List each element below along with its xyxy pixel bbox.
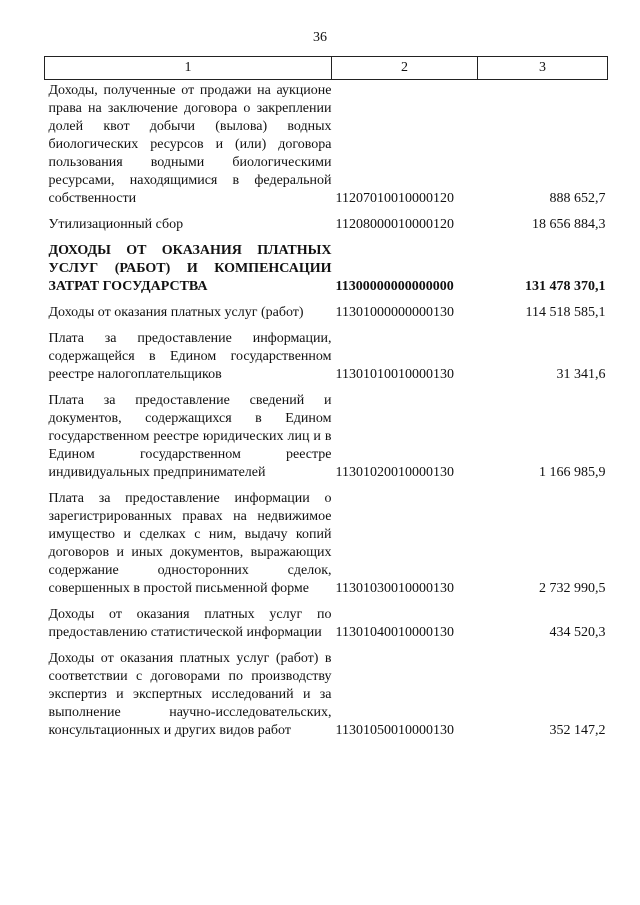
budget-table <box>44 56 608 744</box>
table-row <box>45 326 608 388</box>
row-code: 11301030010000130 <box>335 581 454 596</box>
row-amount: 2 732 990,5 <box>539 581 606 596</box>
row-code: 11208000010000120 <box>335 217 454 232</box>
row-name: Доходы от оказания платных услуг (работ) в соответствии с договорами по производству экспертиз и экспертных исследований и за выполнение научно-исследовательских, консультационных и других видов работ <box>48 651 332 738</box>
table-header-row <box>45 57 608 80</box>
row-amount: 352 147,2 <box>549 723 606 738</box>
row-name: Плата за предоставление информации, содержащейся в Едином государственном реестре налогоплательщиков <box>48 331 332 382</box>
row-amount: 114 518 585,1 <box>525 305 606 320</box>
table-row <box>45 646 608 744</box>
row-name: Доходы от оказания платных услуг (работ) <box>48 305 304 320</box>
row-name: Утилизационный сбор <box>48 217 184 232</box>
row-amount: 18 656 884,3 <box>532 217 606 232</box>
row-name: Доходы, полученные от продажи на аукционе права на заключение договора о закреплении долей квот добычи (вылова) водных биологических ресурсов и (или) договора пользования водными биологическими ресурсами, находящимися в федеральной собственности <box>48 83 332 206</box>
row-name: Доходы от оказания платных услуг по предоставлению статистической информации <box>48 607 332 640</box>
table-row <box>45 388 608 486</box>
row-amount: 131 478 370,1 <box>525 279 606 294</box>
table-row <box>45 300 608 326</box>
row-code: 11207010010000120 <box>335 191 454 206</box>
row-name: Плата за предоставление сведений и документов, содержащихся в Едином государственном реестре юридических лиц и в Едином государственном реестре индивидуальных предпринимателей <box>48 393 332 480</box>
table-body <box>45 80 608 745</box>
row-code: 11301010010000130 <box>335 367 454 382</box>
column-header-2: 2 <box>332 57 478 80</box>
row-code: 11300000000000000 <box>335 279 454 294</box>
row-code: 11301020010000130 <box>335 465 454 480</box>
row-name: Плата за предоставление информации о зарегистрированных правах на недвижимое имущество и сделках с ним, выдачу копий договоров и иных документов, выражающих содержание односторонних сделок, совершенных в простой письменной форме <box>48 491 332 596</box>
page-number: 36 <box>313 30 327 45</box>
row-amount: 434 520,3 <box>549 625 606 640</box>
table-row <box>45 238 608 300</box>
table-row <box>45 602 608 646</box>
row-code: 11301040010000130 <box>335 625 454 640</box>
column-header-3: 3 <box>478 57 608 80</box>
table-row <box>45 486 608 602</box>
row-code: 11301050010000130 <box>335 723 454 738</box>
table-row <box>45 212 608 238</box>
table-row <box>45 80 608 213</box>
row-amount: 1 166 985,9 <box>539 465 606 480</box>
column-header-1: 1 <box>45 57 332 80</box>
row-amount: 31 341,6 <box>556 367 606 382</box>
row-name: ДОХОДЫ ОТ ОКАЗАНИЯ ПЛАТНЫХ УСЛУГ (РАБОТ) И КОМПЕНСАЦИИ ЗАТРАТ ГОСУДАРСТВА <box>48 243 332 294</box>
row-amount: 888 652,7 <box>549 191 606 206</box>
row-code: 11301000000000130 <box>335 305 454 320</box>
